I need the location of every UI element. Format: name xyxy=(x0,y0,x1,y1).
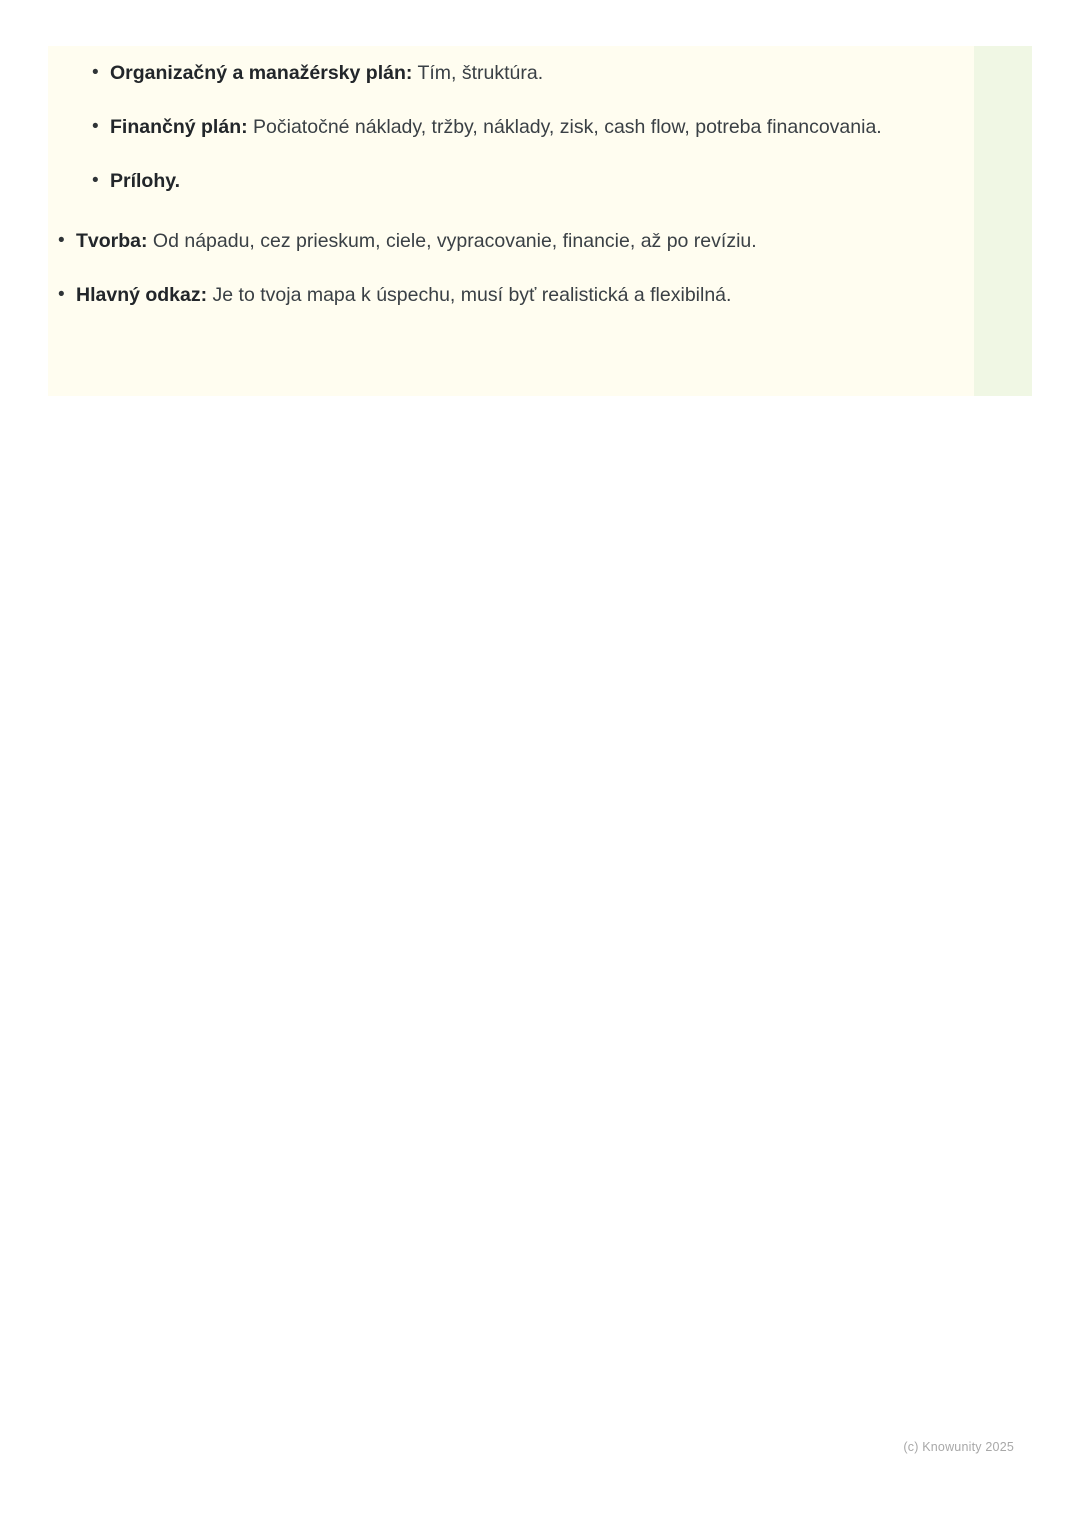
note-card xyxy=(48,46,1032,396)
list-item-lead: Hlavný odkaz: xyxy=(76,284,208,306)
sub-bullet-list xyxy=(48,56,1032,198)
list-item-rest: Od nápadu, cez prieskum, ciele, vypracovanie, financie, až po revíziu. xyxy=(147,230,757,252)
list-item xyxy=(48,224,816,258)
list-item xyxy=(48,110,900,144)
note-body xyxy=(48,46,1032,312)
list-item-rest: Je to tvoja mapa k úspechu, musí byť realistická a flexibilná. xyxy=(207,284,732,306)
list-item xyxy=(48,56,900,90)
sub-bullet-block xyxy=(48,46,1032,198)
list-item-rest: Počiatočné náklady, tržby, náklady, zisk, cash flow, potreba financovania. xyxy=(247,116,882,138)
list-item-lead: Prílohy. xyxy=(110,170,181,192)
list-item-lead: Tvorba: xyxy=(76,230,148,252)
main-bullet-list xyxy=(48,224,1032,312)
list-item xyxy=(48,278,816,312)
list-item xyxy=(48,164,900,198)
list-item-lead: Finančný plán: xyxy=(110,116,248,138)
list-item-lead: Organizačný a manažérsky plán: xyxy=(110,62,413,84)
footer-credit: (c) Knowunity 2025 xyxy=(903,1440,1014,1454)
list-item-rest: Tím, štruktúra. xyxy=(412,62,544,84)
